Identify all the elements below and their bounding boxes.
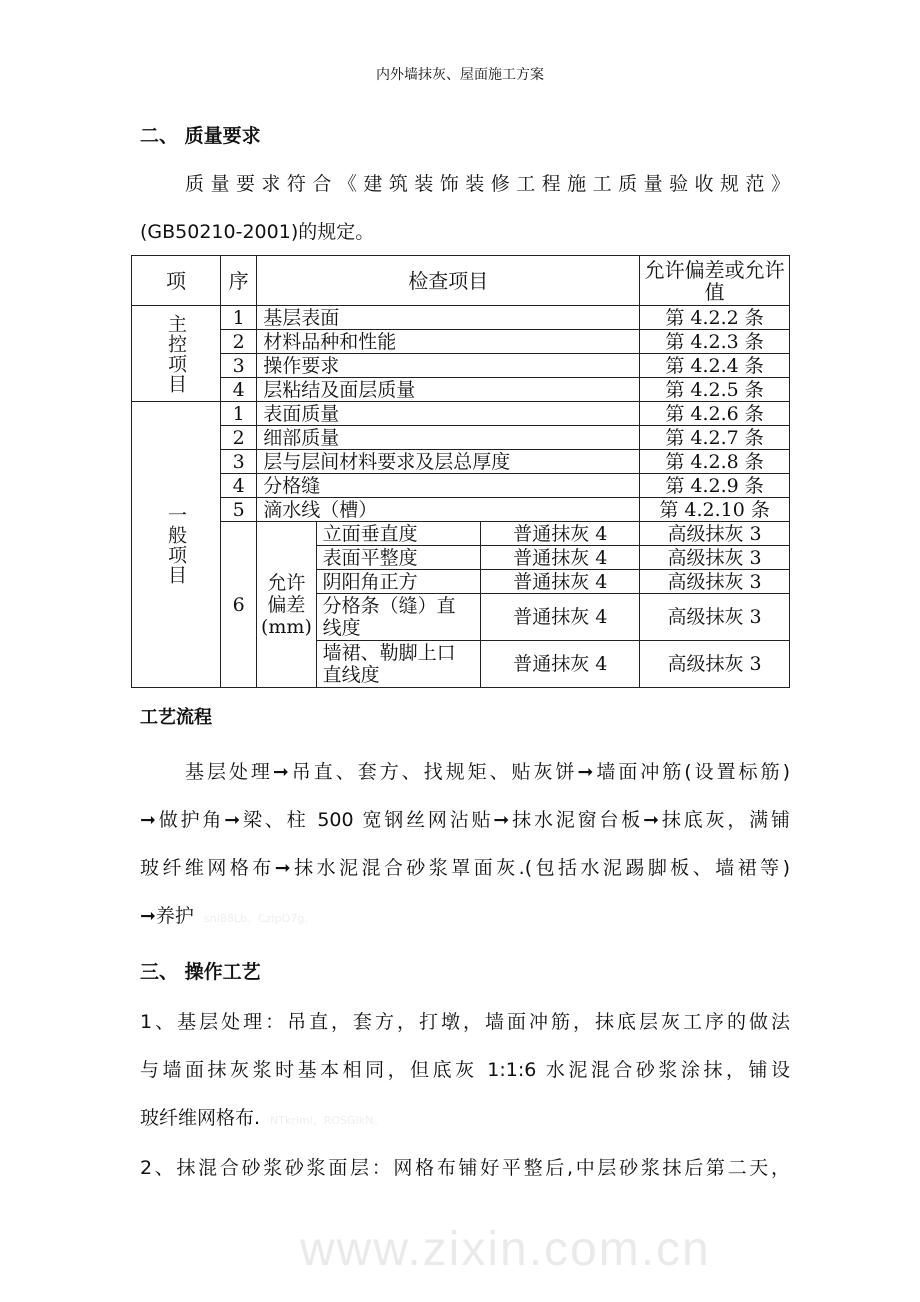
table-cell: 立面垂直度 [316, 522, 481, 546]
table-cell: 第 4.2.4 条 [640, 354, 790, 378]
table-cell: 细部质量 [257, 426, 640, 450]
table-cell: 3 [221, 354, 257, 378]
table-cell: 第 4.2.6 条 [640, 402, 790, 426]
table-cell: 分格缝 [257, 474, 640, 498]
paragraph-line: 玻纤维网格布➞抹水泥混合砂浆罩面灰.(包括水泥踢脚板、墙裙等) [140, 857, 790, 879]
paragraph-line: 基层处理➞吊直、套方、找规矩、贴灰饼➞墙面冲筋(设置标筋) [185, 761, 790, 783]
header-cell: 项 [132, 256, 221, 306]
table-cell: 第 4.2.2 条 [640, 306, 790, 330]
table-cell: 第 4.2.9 条 [640, 474, 790, 498]
table-cell: 4 [221, 378, 257, 402]
table-cell: 普通抹灰 4 [481, 546, 640, 570]
table-row [132, 306, 790, 330]
table-header-row [132, 256, 790, 306]
table-row [132, 522, 790, 546]
table-row [132, 378, 790, 402]
header-cell: 允许偏差或允许值 [640, 256, 790, 306]
table-cell: 6 [221, 522, 257, 688]
section-title: 二、 质量要求 [140, 125, 261, 147]
table-cell: 高级抹灰 3 [640, 522, 790, 546]
table-cell: 普通抹灰 4 [481, 641, 640, 688]
watermark: www.zixin.com.cn [300, 1223, 711, 1276]
table-cell: 高级抹灰 3 [640, 546, 790, 570]
table-row [132, 402, 790, 426]
table-cell: 表面平整度 [316, 546, 481, 570]
table-cell: 普通抹灰 4 [481, 570, 640, 594]
table-cell: 第 4.2.5 条 [640, 378, 790, 402]
table-row [132, 354, 790, 378]
table-row [132, 498, 790, 522]
table-cell: 操作要求 [257, 354, 640, 378]
table-cell: 4 [221, 474, 257, 498]
section-title: 三、 操作工艺 [140, 961, 261, 983]
table-row [132, 330, 790, 354]
table-cell: 5 [221, 498, 257, 522]
quality-table [131, 255, 790, 688]
paragraph-line: (GB50210-2001)的规定。 [140, 221, 375, 243]
table-cell: 2 [221, 330, 257, 354]
table-cell: 第 4.2.3 条 [640, 330, 790, 354]
header-cell: 检查项目 [257, 256, 640, 306]
table-row [132, 450, 790, 474]
table-cell: 滴水线（槽） [257, 498, 640, 522]
page-header: 内外墙抹灰、屋面施工方案 [376, 67, 544, 83]
paragraph-line: 1、基层处理：吊直，套方，打墩，墙面冲筋，抹底层灰工序的做法 [140, 1011, 790, 1033]
table-cell: 普通抹灰 4 [481, 594, 640, 641]
paragraph-line: ➞做护角➞梁、柱 500 宽钢丝网沾贴➞抹水泥窗台板➞抹底灰，满铺 [140, 809, 790, 831]
table-cell: 高级抹灰 3 [640, 594, 790, 641]
process-title: 工艺流程 [140, 707, 212, 728]
table-row [132, 426, 790, 450]
table-cell: 层粘结及面层质量 [257, 378, 640, 402]
table-cell: 阴阳角正方 [316, 570, 481, 594]
table-cell: 3 [221, 450, 257, 474]
table-cell: 基层表面 [257, 306, 640, 330]
table-cell: 2 [221, 426, 257, 450]
table-cell: 1 [221, 402, 257, 426]
table-cell: 表面质量 [257, 402, 640, 426]
table-cell: 主控项目 [132, 306, 221, 402]
table-cell: 墙裙、勒脚上口直线度 [316, 641, 481, 688]
table-cell: 高级抹灰 3 [640, 641, 790, 688]
table-cell: 允许偏差(mm) [257, 522, 316, 688]
paragraph-line: 2、抹混合砂浆砂浆面层：网格布铺好平整后,中层砂浆抹后第二天， [140, 1157, 790, 1179]
hidden-text: NTkrlml，ROSGIkN。 [270, 1114, 385, 1127]
hidden-text: snI88Lb。CzIpO7g。 [203, 912, 316, 925]
table-cell: 第 4.2.10 条 [640, 498, 790, 522]
table-cell: 第 4.2.7 条 [640, 426, 790, 450]
table-cell: 第 4.2.8 条 [640, 450, 790, 474]
table-cell: 层与层间材料要求及层总厚度 [257, 450, 640, 474]
table-cell: 材料品种和性能 [257, 330, 640, 354]
table-cell: 分格条（缝）直线度 [316, 594, 481, 641]
table-cell: 高级抹灰 3 [640, 570, 790, 594]
table-cell: 普通抹灰 4 [481, 522, 640, 546]
table-cell: 一般项目 [132, 402, 221, 688]
header-cell: 序 [221, 256, 257, 306]
paragraph-line: 玻纤维网格布. [140, 1107, 261, 1129]
paragraph-line: 质量要求符合《建筑装饰装修工程施工质量验收规范》 [185, 173, 790, 195]
paragraph-line: ➞养护 [140, 905, 194, 927]
table-cell: 1 [221, 306, 257, 330]
paragraph-line: 与墙面抹灰浆时基本相同，但底灰 1:1:6 水泥混合砂浆涂抹，铺设 [140, 1059, 790, 1081]
table-row [132, 474, 790, 498]
